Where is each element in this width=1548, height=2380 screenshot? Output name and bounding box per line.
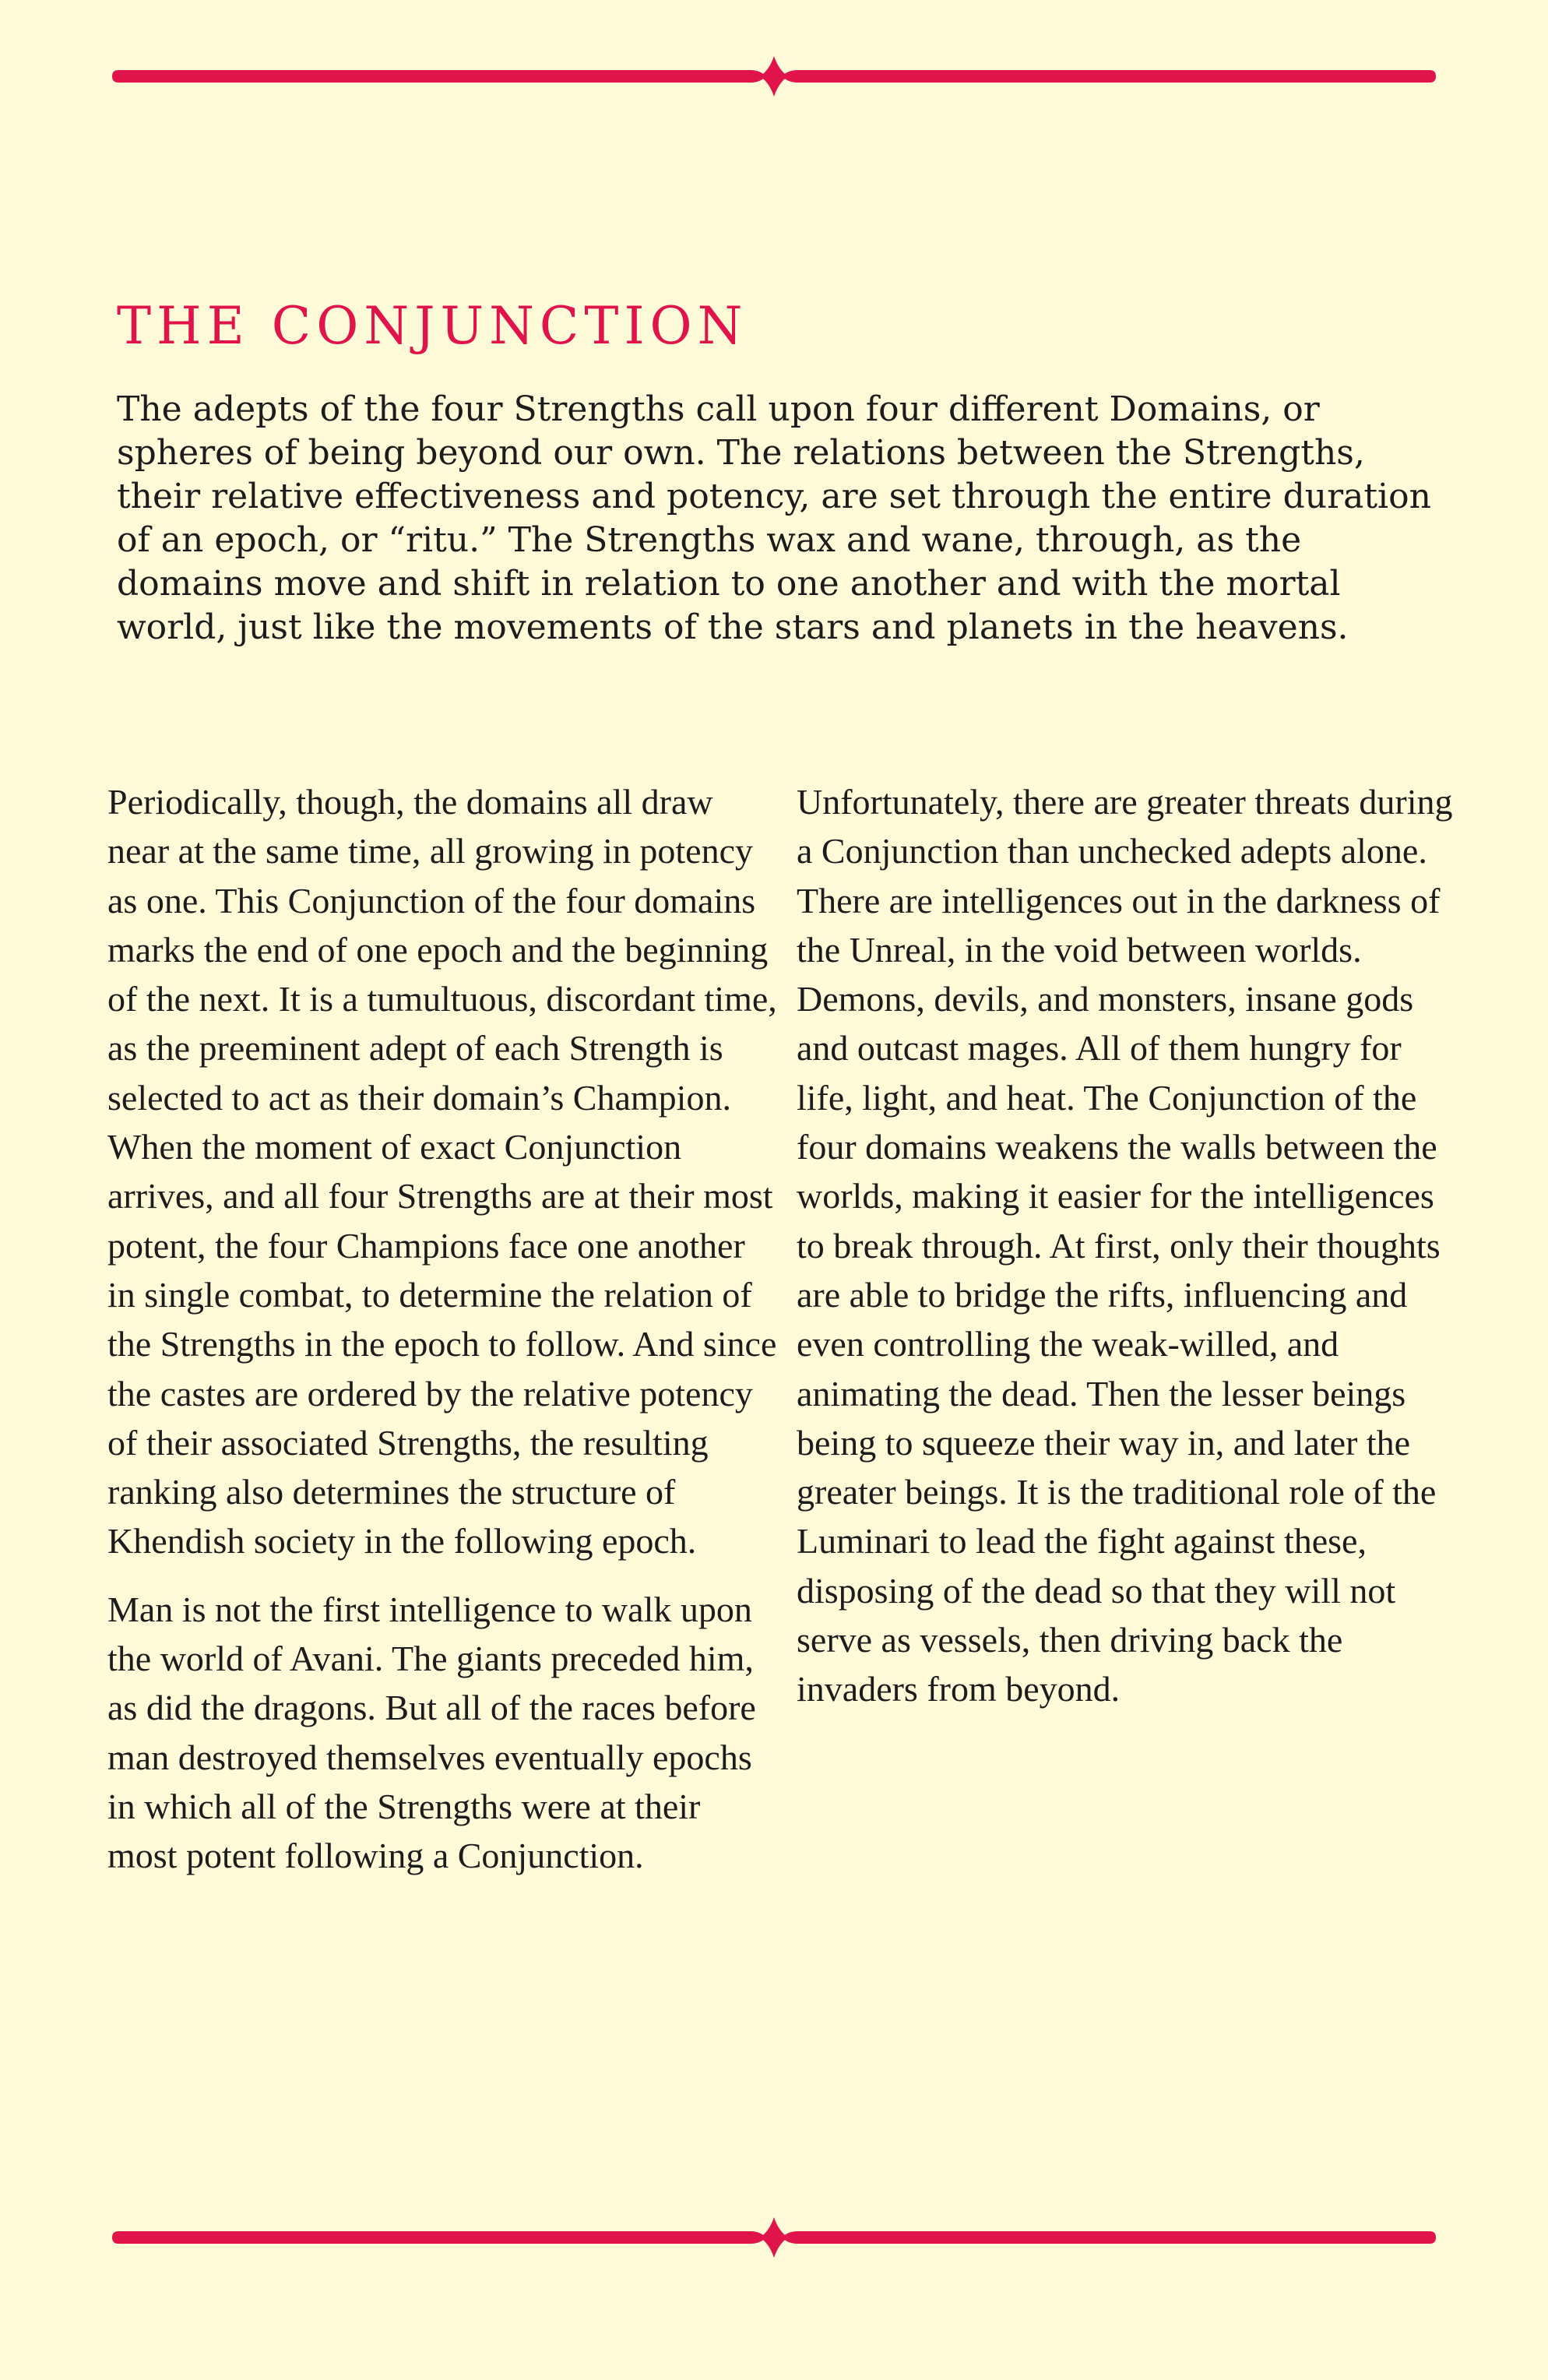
diamond-flourish-icon [107,53,1441,100]
body-paragraph: Man is not the first intelligence to walk upon the world of Avani. The giants preceded him, as did the dragons. But all of the races before man destroyed themselves eventually epochs in which all of the Strengths were at their most potent following a Conjunction. [107,1589,756,1876]
right-column [797,777,1466,1733]
page-title: THE CONJUNCTION [117,296,748,356]
bottom-ornament-divider [107,2214,1441,2261]
body-paragraph: Periodically, though, the domains all draw near at the same time, all growing in potency as one. This Conjunction of the four domains marks the end of one epoch and the beginning of the next. It is a tumultuous, discordant time, as the preeminent adept of each Strength is selected to act as their domain’s Champion. When the moment of exact Conjunction arrives, and all four Strengths are at their most potent, the four Champions face one another in single combat, to determine the relation of the Strengths in the epoch to follow. And since the castes are ordered by the relative potency of their associated Strengths, the resulting ranking also determines the structure of Khendish society in the following epoch. [107,782,777,1561]
body-paragraph: Unfortunately, there are greater threats during a Conjunction than unchecked adepts alone. There are intelligences out in the darkness of the Unreal, in the void between worlds. Demons, devils, and monsters, insane gods and outcast mages. All of them hungry for life, light, and heat. The Conjunction of the four domains weakens the walls between the worlds, making it easier for the intelligences to break through. At first, only their thoughts are able to bridge the rifts, influencing and even controlling the weak-willed, and animating the dead. Then the lesser beings being to squeeze their way in, and later the greater beings. It is the traditional role of the Luminari to lead the fight against these, disposing of the dead so that they will not serve as vessels, then driving back the invaders from beyond. [797,782,1453,1709]
diamond-flourish-icon [107,2214,1441,2261]
top-ornament-divider [107,53,1441,100]
intro-paragraph: The adepts of the four Strengths call upon four different Domains, or spheres of being beyond our own. The relations between the Strengths, their relative effectiveness and potency, are set through the entire duration of an epoch, or “ritu.” The Strengths wax and wane, through, as the domains move and shift in relation to one another and with the mortal world, just like the movements of the stars and planets in the heavens. [117,389,1431,647]
left-column [107,777,777,1899]
